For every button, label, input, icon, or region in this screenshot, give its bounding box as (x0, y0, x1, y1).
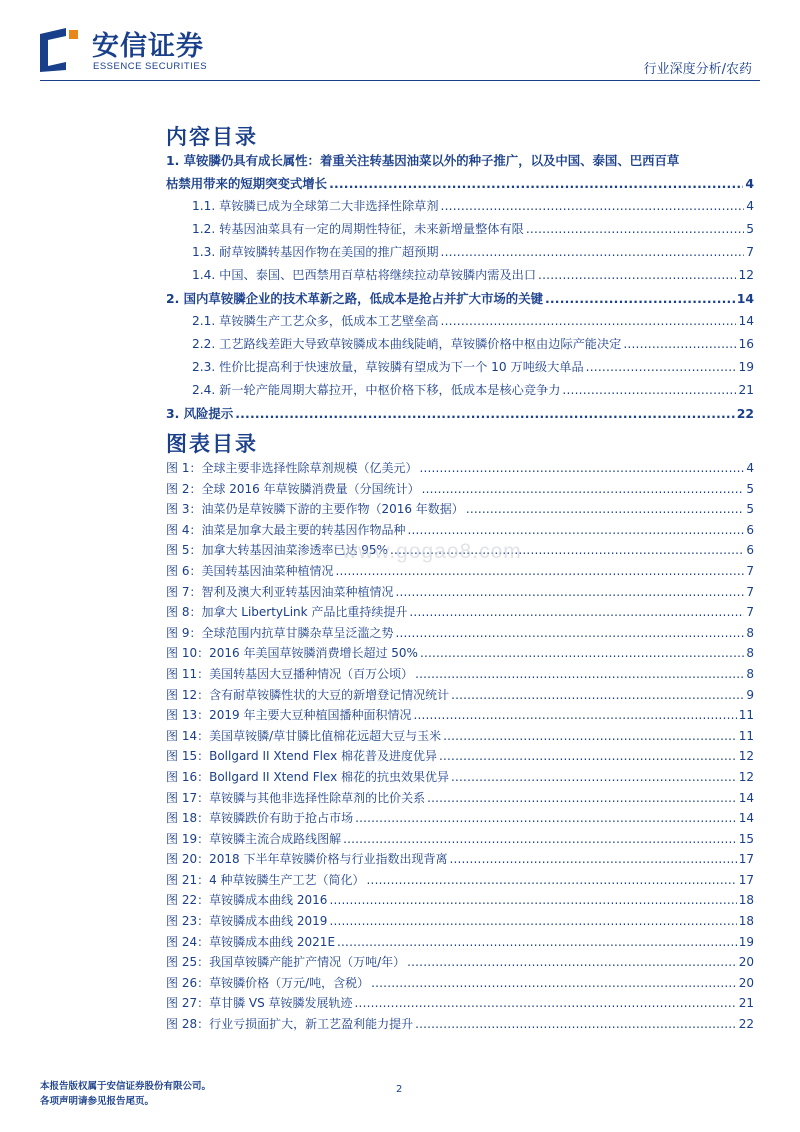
figure-list-item[interactable] (166, 808, 754, 829)
leader-dots (407, 520, 744, 541)
figure-list-item[interactable] (166, 499, 754, 520)
toc-item[interactable]: 2.3. 性价比提高利于快速放量，草铵膦有望成为下一个 10 万吨级大单品 ..... 19 (166, 356, 754, 379)
figure-page: 22 (738, 1017, 754, 1032)
figure-list-item[interactable] (166, 479, 754, 500)
toc-item[interactable]: 2.2. 工艺路线差距大导致草铵膦成本曲线陡峭，草铵膦价格中枢由边际产能决定 ..... 16 (166, 333, 754, 356)
figure-page: 18 (738, 893, 754, 908)
figure-caption: 图 9：全球范围内抗草甘膦杂草呈泛滥之势 (166, 625, 394, 640)
leader-dots (409, 602, 744, 623)
toc-item[interactable]: 2.1. 草铵膦生产工艺众多，低成本工艺壁垒高 ..... 14 (166, 310, 754, 333)
figure-list-item[interactable] (166, 973, 754, 994)
figure-page: 12 (738, 749, 754, 764)
figure-caption: 图 14：美国草铵膦/草甘膦比值棉花远超大豆与玉米 (166, 728, 442, 743)
figure-caption: 图 7：智利及澳大利亚转基因油菜种植情况 (166, 584, 394, 599)
leader-dots (439, 746, 737, 767)
figure-page: 21 (738, 996, 754, 1011)
figure-page: 7 (746, 563, 754, 578)
copyright-text: 本报告版权属于安信证券股份有限公司。 (40, 1081, 212, 1092)
figure-list-item[interactable] (166, 685, 754, 706)
figure-list-item[interactable] (166, 911, 754, 932)
figure-caption: 图 1：全球主要非选择性除草剂规模（亿美元） (166, 461, 418, 475)
figure-page: 14 (738, 790, 754, 805)
figure-caption: 图 15：Bollgard II Xtend Flex 棉花普及进度优异 (166, 749, 438, 764)
leader-dots (415, 1014, 737, 1035)
figure-caption: 图 27：草甘膦 VS 草铵膦发展轨迹 (166, 996, 353, 1011)
figure-caption: 图 12：含有耐草铵膦性状的大豆的新增登记情况统计 (166, 687, 450, 702)
figure-caption: 图 17：草铵膦与其他非选择性除草剂的比价关系 (166, 790, 426, 805)
toc-item-1[interactable]: 枯禁用带来的短期突变式增长 ..... 4 (166, 172, 754, 195)
figure-page: 9 (746, 687, 754, 702)
leader-dots (343, 829, 737, 850)
leader-dots (329, 890, 736, 911)
figure-page: 18 (738, 914, 754, 929)
figure-page: 11 (738, 708, 754, 723)
figure-caption: 图 22：草铵膦成本曲线 2016 (166, 893, 328, 908)
figure-caption: 图 11：美国转基因大豆播种情况（百万公顷） (166, 666, 414, 681)
toc-item[interactable]: 1.1. 草铵膦已成为全球第二大非选择性除草剂 ..... 4 (166, 195, 754, 218)
footer-notice (40, 1079, 211, 1109)
table-of-contents (166, 149, 754, 425)
figure-list-item[interactable] (166, 602, 754, 623)
figure-caption: 图 4：油菜是加拿大最主要的转基因作物品种 (166, 522, 406, 537)
essence-logo-icon (40, 28, 80, 72)
figure-page: 7 (746, 605, 754, 620)
figure-page: 4 (746, 461, 754, 475)
figure-list-item[interactable] (166, 643, 754, 664)
figure-page: 8 (746, 646, 754, 661)
leader-dots (420, 643, 744, 664)
leader-dots (443, 726, 737, 747)
leader-dots (355, 808, 737, 829)
figure-caption: 图 5：加拿大转基因油菜渗透率已达 95% (166, 543, 388, 558)
toc-item[interactable]: 1.4. 中国、泰国、巴西禁用百草枯将继续拉动草铵膦内需及出口 ..... 12 (166, 264, 754, 287)
figure-caption: 图 25：我国草铵膦产能扩产情况（万吨/年） (166, 955, 406, 970)
figure-caption: 图 24：草铵膦成本曲线 2021E (166, 934, 336, 949)
figure-page: 7 (746, 584, 754, 599)
figure-page: 19 (738, 934, 754, 949)
leader-dots (367, 870, 737, 891)
toc-item[interactable]: 2.4. 新一轮产能周期大幕拉开，中枢价格下移，低成本是核心竞争力 ..... 21 (166, 379, 754, 402)
figure-caption: 图 21：4 种草铵膦生产工艺（简化） (166, 872, 365, 887)
figure-list-item[interactable] (166, 932, 754, 953)
figure-list-item[interactable] (166, 664, 754, 685)
leader-dots (335, 561, 744, 582)
figure-page: 20 (738, 955, 754, 970)
figure-list-item[interactable] (166, 582, 754, 603)
page-number: 2 (396, 1084, 403, 1095)
figure-caption: 图 19：草铵膦主流合成路线图解 (166, 831, 342, 846)
leader-dots (371, 973, 737, 994)
figure-caption: 图 16：Bollgard II Xtend Flex 棉花的抗虫效果优异 (166, 769, 450, 784)
watermark: www.gogao8.com (342, 540, 522, 563)
figure-page: 12 (738, 769, 754, 784)
leader-dots (451, 685, 744, 706)
figure-list-item[interactable] (166, 890, 754, 911)
disclaimer-text: 各项声明请参见报告尾页。 (40, 1096, 155, 1107)
figure-list-item[interactable] (166, 623, 754, 644)
leader-dots (451, 767, 737, 788)
toc-item[interactable]: 1.2. 转基因油菜具有一定的周期性特征，未来新增量整体有限 ..... 5 (166, 218, 754, 241)
figure-list-item[interactable] (166, 561, 754, 582)
figure-page: 20 (738, 975, 754, 990)
figure-list-item[interactable] (166, 705, 754, 726)
leader-dots (466, 499, 745, 520)
figure-list-item[interactable] (166, 726, 754, 747)
leader-dots (337, 932, 737, 953)
figure-list-item[interactable] (166, 520, 754, 541)
figure-caption: 图 23：草铵膦成本曲线 2019 (166, 914, 328, 929)
figure-caption: 图 13：2019 年主要大豆种植国播种面积情况 (166, 708, 412, 723)
figure-list-item[interactable] (166, 993, 754, 1014)
leader-dots (422, 479, 745, 500)
figure-list-item[interactable] (166, 767, 754, 788)
figure-caption: 图 20：2018 下半年草铵膦价格与行业指数出现背离 (166, 852, 448, 867)
leader-dots (413, 705, 736, 726)
figure-page: 17 (738, 852, 754, 867)
figure-page: 17 (738, 872, 754, 887)
leader-dots (449, 849, 736, 870)
figure-list-item[interactable] (166, 746, 754, 767)
figure-page: 5 (746, 481, 754, 496)
figure-caption: 图 3：油菜仍是草铵膦下游的主要作物（2016 年数据） (166, 502, 464, 517)
figure-list-item[interactable] (166, 849, 754, 870)
figure-list-item[interactable] (166, 1014, 754, 1035)
figure-list-item[interactable] (166, 870, 754, 891)
leader-dots (395, 623, 744, 644)
leader-dots (329, 911, 736, 932)
figure-list-item[interactable] (166, 458, 754, 479)
figure-list-item[interactable] (166, 788, 754, 809)
toc-item-1-line1[interactable]: 1. 草铵膦仍具有成长属性：着重关注转基因油菜以外的种子推广，以及中国、泰国、巴西百草 (166, 153, 680, 168)
leader-dots (427, 788, 737, 809)
toc-item[interactable]: 2. 国内草铵膦企业的技术革新之路，低成本是抢占并扩大市场的关键 ..... 14 (166, 287, 754, 310)
figure-page: 15 (738, 831, 754, 846)
figures-title: 图表目录 (166, 431, 258, 456)
figure-page: 5 (746, 502, 754, 517)
company-name-cn: 安信证券 (92, 31, 204, 62)
figure-caption: 图 26：草铵膦价格（万元/吨，含税） (166, 975, 370, 990)
leader-dots (419, 458, 744, 479)
figure-caption: 图 10：2016 年美国草铵膦消费增长超过 50% (166, 646, 418, 661)
leader-dots (355, 993, 737, 1014)
company-name-en: ESSENCE SECURITIES (93, 61, 208, 72)
figure-caption: 图 6：美国转基因油菜种植情况 (166, 563, 334, 578)
figure-page: 8 (746, 666, 754, 681)
page-header (0, 0, 800, 110)
leader-dots (395, 582, 744, 603)
toc-item[interactable]: 3. 风险提示 ..... 22 (166, 402, 754, 425)
figure-page: 14 (738, 811, 754, 826)
figure-list-item[interactable] (166, 829, 754, 850)
toc-item[interactable]: 1.3. 耐草铵膦转基因作物在美国的推广超预期 ..... 7 (166, 241, 754, 264)
figure-caption: 图 8：加拿大 LibertyLink 产品比重持续提升 (166, 605, 408, 620)
toc-title: 内容目录 (166, 124, 258, 149)
figure-caption: 图 2：全球 2016 年草铵膦消费量（分国统计） (166, 481, 420, 496)
leader-dots (407, 952, 737, 973)
figure-caption: 图 18：草铵膦跌价有助于抢占市场 (166, 811, 354, 826)
figure-page: 6 (746, 522, 754, 537)
figure-page: 8 (746, 625, 754, 640)
leader-dots (415, 664, 744, 685)
header-divider (40, 80, 760, 81)
figure-page: 11 (738, 728, 754, 743)
figure-list-item[interactable] (166, 952, 754, 973)
report-type: 行业深度分析/农药 (643, 62, 752, 77)
figure-caption: 图 28：行业亏损面扩大，新工艺盈利能力提升 (166, 1017, 414, 1032)
figure-page: 6 (746, 543, 754, 558)
